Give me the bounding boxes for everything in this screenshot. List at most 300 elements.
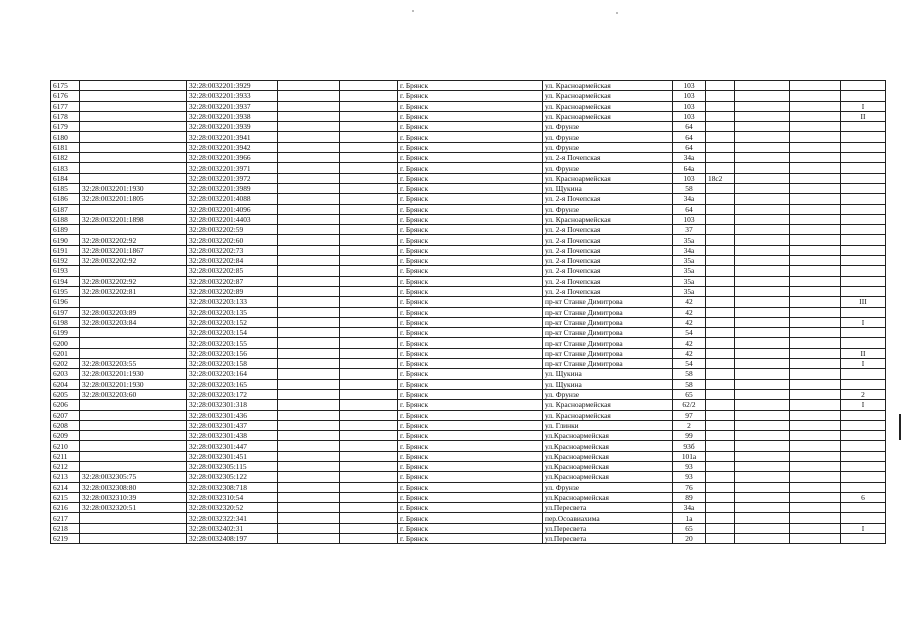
- cell-city: г. Брянск: [398, 410, 543, 420]
- cell-empty: [735, 183, 790, 193]
- cell-city: г. Брянск: [398, 153, 543, 163]
- cell-premises-part: [841, 266, 886, 276]
- cell-house: 42: [673, 338, 706, 348]
- cell-house: 97: [673, 410, 706, 420]
- cell-house: 34а: [673, 245, 706, 255]
- cell-empty: [790, 276, 841, 286]
- cell-cadastral-number: 32:28:0032202:87: [187, 276, 278, 286]
- cell-street: ул. Красноармейская: [543, 214, 673, 224]
- table-row: [51, 256, 886, 266]
- cell-cadastral-number: 32:28:0032201:3941: [187, 132, 278, 142]
- cell-cadastral-number: 32:28:0032408:197: [187, 534, 278, 544]
- cell-building: [706, 286, 735, 296]
- cell-house: 58: [673, 369, 706, 379]
- cell-empty: [790, 122, 841, 132]
- cell-premises-part: [841, 503, 886, 513]
- cell-cadastral-number: 32:28:0032203:158: [187, 359, 278, 369]
- cell-empty: [278, 400, 340, 410]
- registry-table-body: [51, 81, 886, 544]
- cell-empty: [340, 441, 398, 451]
- cell-number: 6182: [51, 153, 80, 163]
- cell-number: 6200: [51, 338, 80, 348]
- cell-number: 6188: [51, 214, 80, 224]
- cell-empty: [278, 513, 340, 523]
- cell-street: ул.Красноармейская: [543, 472, 673, 482]
- cell-street: ул.Пересвета: [543, 523, 673, 533]
- cell-empty: [790, 286, 841, 296]
- cell-street: ул. 2-я Почепская: [543, 276, 673, 286]
- cell-empty: [278, 431, 340, 441]
- cell-number: 6189: [51, 225, 80, 235]
- cell-street: ул.Красноармейская: [543, 451, 673, 461]
- cell-previous-cadastral-number: 32:28:0032203:89: [80, 307, 187, 317]
- cell-number: 6197: [51, 307, 80, 317]
- scan-speck: [616, 12, 618, 14]
- cell-empty: [790, 534, 841, 544]
- cell-street: ул. Фрунзе: [543, 122, 673, 132]
- cell-empty: [735, 173, 790, 183]
- cell-building: [706, 359, 735, 369]
- cell-cadastral-number: 32:28:0032310:54: [187, 492, 278, 502]
- cell-empty: [735, 328, 790, 338]
- cell-previous-cadastral-number: [80, 348, 187, 358]
- cell-empty: [340, 328, 398, 338]
- cell-empty: [278, 256, 340, 266]
- cell-city: г. Брянск: [398, 163, 543, 173]
- cell-house: 93б: [673, 441, 706, 451]
- cell-empty: [735, 400, 790, 410]
- cell-previous-cadastral-number: 32:28:0032203:60: [80, 389, 187, 399]
- cell-premises-part: [841, 513, 886, 523]
- cell-building: [706, 348, 735, 358]
- cell-building: [706, 338, 735, 348]
- cell-building: [706, 142, 735, 152]
- cell-empty: [340, 410, 398, 420]
- cell-empty: [735, 492, 790, 502]
- cell-street: ул. Красноармейская: [543, 400, 673, 410]
- cell-cadastral-number: 32:28:0032201:3942: [187, 142, 278, 152]
- cell-empty: [790, 523, 841, 533]
- cell-empty: [735, 359, 790, 369]
- cell-empty: [340, 91, 398, 101]
- cell-building: [706, 163, 735, 173]
- cell-premises-part: [841, 307, 886, 317]
- cell-empty: [278, 153, 340, 163]
- cell-premises-part: [841, 431, 886, 441]
- cell-previous-cadastral-number: 32:28:0032320:51: [80, 503, 187, 513]
- cell-empty: [790, 317, 841, 327]
- cell-previous-cadastral-number: [80, 122, 187, 132]
- cell-empty: [735, 307, 790, 317]
- cell-empty: [735, 276, 790, 286]
- table-row: [51, 482, 886, 492]
- cell-building: [706, 225, 735, 235]
- cell-empty: [790, 91, 841, 101]
- cell-street: пр-кт Станке Димитрова: [543, 348, 673, 358]
- cell-premises-part: [841, 276, 886, 286]
- cell-empty: [340, 142, 398, 152]
- cell-building: [706, 91, 735, 101]
- cell-street: ул.Пересвета: [543, 503, 673, 513]
- cell-building: [706, 431, 735, 441]
- cell-empty: [790, 183, 841, 193]
- cell-cadastral-number: 32:28:0032301:438: [187, 431, 278, 441]
- cell-building: [706, 214, 735, 224]
- cell-empty: [790, 163, 841, 173]
- cell-house: 103: [673, 101, 706, 111]
- cell-previous-cadastral-number: 32:28:0032201:1930: [80, 379, 187, 389]
- cell-number: 6199: [51, 328, 80, 338]
- cell-cadastral-number: 32:28:0032301:437: [187, 420, 278, 430]
- cell-street: ул. Щукина: [543, 369, 673, 379]
- cell-cadastral-number: 32:28:0032202:84: [187, 256, 278, 266]
- cell-city: г. Брянск: [398, 235, 543, 245]
- cell-empty: [735, 204, 790, 214]
- cell-empty: [340, 81, 398, 91]
- cell-premises-part: I: [841, 523, 886, 533]
- cell-empty: [340, 111, 398, 121]
- cell-premises-part: [841, 482, 886, 492]
- cell-cadastral-number: 32:28:0032203:154: [187, 328, 278, 338]
- cell-empty: [278, 420, 340, 430]
- cell-premises-part: [841, 81, 886, 91]
- table-row: [51, 101, 886, 111]
- cell-empty: [340, 482, 398, 492]
- cell-city: г. Брянск: [398, 534, 543, 544]
- table-row: [51, 379, 886, 389]
- cell-house: 64: [673, 142, 706, 152]
- cell-city: г. Брянск: [398, 183, 543, 193]
- cell-street: ул. 2-я Почепская: [543, 266, 673, 276]
- cell-cadastral-number: 32:28:0032301:451: [187, 451, 278, 461]
- cell-street: ул. Фрунзе: [543, 132, 673, 142]
- cell-empty: [340, 534, 398, 544]
- cell-previous-cadastral-number: 32:28:0032203:84: [80, 317, 187, 327]
- cell-empty: [790, 513, 841, 523]
- cell-number: 6181: [51, 142, 80, 152]
- cell-building: [706, 276, 735, 286]
- table-row: [51, 245, 886, 255]
- cell-premises-part: [841, 534, 886, 544]
- table-row: [51, 472, 886, 482]
- cell-street: ул. Красноармейская: [543, 91, 673, 101]
- cell-empty: [790, 194, 841, 204]
- cell-empty: [735, 286, 790, 296]
- cell-house: 35а: [673, 256, 706, 266]
- cell-house: 34а: [673, 153, 706, 163]
- cell-previous-cadastral-number: [80, 534, 187, 544]
- cell-previous-cadastral-number: [80, 142, 187, 152]
- cell-empty: [278, 523, 340, 533]
- cell-number: 6216: [51, 503, 80, 513]
- cell-city: г. Брянск: [398, 142, 543, 152]
- cell-empty: [735, 369, 790, 379]
- cell-empty: [340, 194, 398, 204]
- cell-street: ул. Фрунзе: [543, 204, 673, 214]
- cell-empty: [340, 276, 398, 286]
- cell-building: [706, 307, 735, 317]
- cell-empty: [735, 431, 790, 441]
- cell-empty: [340, 379, 398, 389]
- cell-empty: [790, 256, 841, 266]
- cell-number: 6177: [51, 101, 80, 111]
- cell-number: 6214: [51, 482, 80, 492]
- cell-building: [706, 482, 735, 492]
- table-row: [51, 441, 886, 451]
- cell-premises-part: [841, 410, 886, 420]
- cell-empty: [278, 142, 340, 152]
- cell-street: ул. Красноармейская: [543, 81, 673, 91]
- cell-street: ул.Красноармейская: [543, 461, 673, 471]
- cell-empty: [278, 101, 340, 111]
- cell-empty: [278, 328, 340, 338]
- cell-house: 99: [673, 431, 706, 441]
- cell-building: [706, 81, 735, 91]
- cell-premises-part: [841, 420, 886, 430]
- cell-building: [706, 317, 735, 327]
- cell-premises-part: 2: [841, 389, 886, 399]
- cell-house: 89: [673, 492, 706, 502]
- cell-empty: [278, 461, 340, 471]
- cell-empty: [735, 348, 790, 358]
- cell-house: 64: [673, 122, 706, 132]
- cell-city: г. Брянск: [398, 214, 543, 224]
- cell-previous-cadastral-number: [80, 328, 187, 338]
- cell-city: г. Брянск: [398, 307, 543, 317]
- cell-empty: [790, 420, 841, 430]
- cell-empty: [735, 503, 790, 513]
- table-row: [51, 297, 886, 307]
- cell-street: ул. Глинки: [543, 420, 673, 430]
- table-row: [51, 307, 886, 317]
- cell-previous-cadastral-number: [80, 81, 187, 91]
- cell-street: ул. Фрунзе: [543, 389, 673, 399]
- cell-cadastral-number: 32:28:0032201:4096: [187, 204, 278, 214]
- table-row: [51, 91, 886, 101]
- cell-city: г. Брянск: [398, 441, 543, 451]
- cell-street: ул. Красноармейская: [543, 410, 673, 420]
- cell-previous-cadastral-number: [80, 513, 187, 523]
- cell-number: 6194: [51, 276, 80, 286]
- cell-premises-part: 6: [841, 492, 886, 502]
- cell-number: 6195: [51, 286, 80, 296]
- cell-empty: [790, 369, 841, 379]
- cell-number: 6218: [51, 523, 80, 533]
- cell-empty: [735, 389, 790, 399]
- cell-house: 37: [673, 225, 706, 235]
- cell-previous-cadastral-number: [80, 173, 187, 183]
- cell-house: 103: [673, 214, 706, 224]
- cell-premises-part: [841, 256, 886, 266]
- cell-city: г. Брянск: [398, 513, 543, 523]
- cell-cadastral-number: 32:28:0032322:341: [187, 513, 278, 523]
- cell-city: г. Брянск: [398, 348, 543, 358]
- cell-building: [706, 379, 735, 389]
- table-row: [51, 359, 886, 369]
- cell-house: 64а: [673, 163, 706, 173]
- cell-previous-cadastral-number: 32:28:0032202:81: [80, 286, 187, 296]
- cell-previous-cadastral-number: 32:28:0032202:92: [80, 235, 187, 245]
- cell-cadastral-number: 32:28:0032320:52: [187, 503, 278, 513]
- cell-empty: [278, 451, 340, 461]
- cell-building: 18с2: [706, 173, 735, 183]
- cell-cadastral-number: 32:28:0032203:152: [187, 317, 278, 327]
- table-row: [51, 513, 886, 523]
- cell-empty: [278, 194, 340, 204]
- cell-empty: [340, 163, 398, 173]
- cell-previous-cadastral-number: [80, 225, 187, 235]
- cell-empty: [340, 132, 398, 142]
- cell-number: 6219: [51, 534, 80, 544]
- table-row: [51, 420, 886, 430]
- cell-number: 6204: [51, 379, 80, 389]
- cell-empty: [790, 245, 841, 255]
- cell-city: г. Брянск: [398, 173, 543, 183]
- cell-empty: [790, 204, 841, 214]
- cell-empty: [340, 297, 398, 307]
- cell-city: г. Брянск: [398, 338, 543, 348]
- table-row: [51, 410, 886, 420]
- cell-premises-part: [841, 142, 886, 152]
- cell-empty: [735, 122, 790, 132]
- cell-premises-part: [841, 214, 886, 224]
- cell-city: г. Брянск: [398, 286, 543, 296]
- cell-number: 6191: [51, 245, 80, 255]
- cell-empty: [735, 472, 790, 482]
- table-row: [51, 214, 886, 224]
- table-row: [51, 173, 886, 183]
- cell-empty: [340, 101, 398, 111]
- cell-cadastral-number: 32:28:0032201:3939: [187, 122, 278, 132]
- cell-empty: [790, 81, 841, 91]
- cell-previous-cadastral-number: [80, 461, 187, 471]
- cell-empty: [340, 266, 398, 276]
- cell-empty: [735, 163, 790, 173]
- cell-empty: [278, 410, 340, 420]
- cell-building: [706, 410, 735, 420]
- cell-empty: [340, 431, 398, 441]
- cell-house: 34а: [673, 503, 706, 513]
- cell-building: [706, 503, 735, 513]
- cell-empty: [340, 122, 398, 132]
- cell-empty: [278, 225, 340, 235]
- cell-building: [706, 513, 735, 523]
- cell-empty: [735, 534, 790, 544]
- cell-street: ул. Фрунзе: [543, 142, 673, 152]
- cell-empty: [735, 482, 790, 492]
- cell-city: г. Брянск: [398, 266, 543, 276]
- cell-empty: [735, 256, 790, 266]
- cell-premises-part: [841, 379, 886, 389]
- cell-empty: [278, 503, 340, 513]
- cell-building: [706, 111, 735, 121]
- cell-previous-cadastral-number: [80, 431, 187, 441]
- cell-number: 6201: [51, 348, 80, 358]
- cell-number: 6209: [51, 431, 80, 441]
- cell-cadastral-number: 32:28:0032305:115: [187, 461, 278, 471]
- cell-building: [706, 122, 735, 132]
- table-row: [51, 348, 886, 358]
- cell-premises-part: [841, 451, 886, 461]
- cell-house: 58: [673, 183, 706, 193]
- cell-empty: [340, 214, 398, 224]
- table-row: [51, 431, 886, 441]
- cell-street: ул. Щукина: [543, 183, 673, 193]
- cell-empty: [735, 142, 790, 152]
- cell-empty: [278, 338, 340, 348]
- cell-empty: [340, 513, 398, 523]
- cell-empty: [278, 163, 340, 173]
- table-row: [51, 328, 886, 338]
- cell-empty: [278, 81, 340, 91]
- cell-empty: [735, 297, 790, 307]
- cell-premises-part: [841, 91, 886, 101]
- cell-house: 20: [673, 534, 706, 544]
- cell-premises-part: [841, 153, 886, 163]
- cell-building: [706, 451, 735, 461]
- cell-city: г. Брянск: [398, 379, 543, 389]
- cell-empty: [735, 441, 790, 451]
- cell-building: [706, 328, 735, 338]
- cell-number: 6217: [51, 513, 80, 523]
- cell-house: 103: [673, 91, 706, 101]
- cell-number: 6198: [51, 317, 80, 327]
- table-row: [51, 451, 886, 461]
- cell-empty: [735, 235, 790, 245]
- cell-empty: [735, 451, 790, 461]
- cell-street: ул. Щукина: [543, 379, 673, 389]
- cell-building: [706, 369, 735, 379]
- cell-city: г. Брянск: [398, 256, 543, 266]
- cell-street: ул. Красноармейская: [543, 111, 673, 121]
- cell-street: ул. Красноармейская: [543, 101, 673, 111]
- cell-number: 6213: [51, 472, 80, 482]
- cell-empty: [735, 523, 790, 533]
- cell-empty: [340, 420, 398, 430]
- cell-premises-part: [841, 173, 886, 183]
- cell-building: [706, 420, 735, 430]
- cell-building: [706, 441, 735, 451]
- cell-empty: [790, 307, 841, 317]
- cell-street: пр-кт Станке Димитрова: [543, 328, 673, 338]
- cell-city: г. Брянск: [398, 523, 543, 533]
- cell-house: 35а: [673, 266, 706, 276]
- cell-empty: [278, 369, 340, 379]
- cell-empty: [340, 245, 398, 255]
- table-row: [51, 461, 886, 471]
- cell-previous-cadastral-number: [80, 441, 187, 451]
- cell-city: г. Брянск: [398, 369, 543, 379]
- cell-empty: [790, 461, 841, 471]
- cell-premises-part: [841, 183, 886, 193]
- cell-empty: [340, 503, 398, 513]
- cell-empty: [340, 235, 398, 245]
- cell-previous-cadastral-number: [80, 153, 187, 163]
- cell-empty: [278, 379, 340, 389]
- cell-empty: [735, 153, 790, 163]
- cell-cadastral-number: 32:28:0032201:3966: [187, 153, 278, 163]
- cell-empty: [340, 492, 398, 502]
- table-row: [51, 338, 886, 348]
- cell-house: 42: [673, 297, 706, 307]
- cell-number: 6193: [51, 266, 80, 276]
- cell-previous-cadastral-number: 32:28:0032203:55: [80, 359, 187, 369]
- cell-cadastral-number: 32:28:0032201:4403: [187, 214, 278, 224]
- cell-city: г. Брянск: [398, 101, 543, 111]
- table-row: [51, 492, 886, 502]
- cell-empty: [340, 317, 398, 327]
- cell-empty: [340, 523, 398, 533]
